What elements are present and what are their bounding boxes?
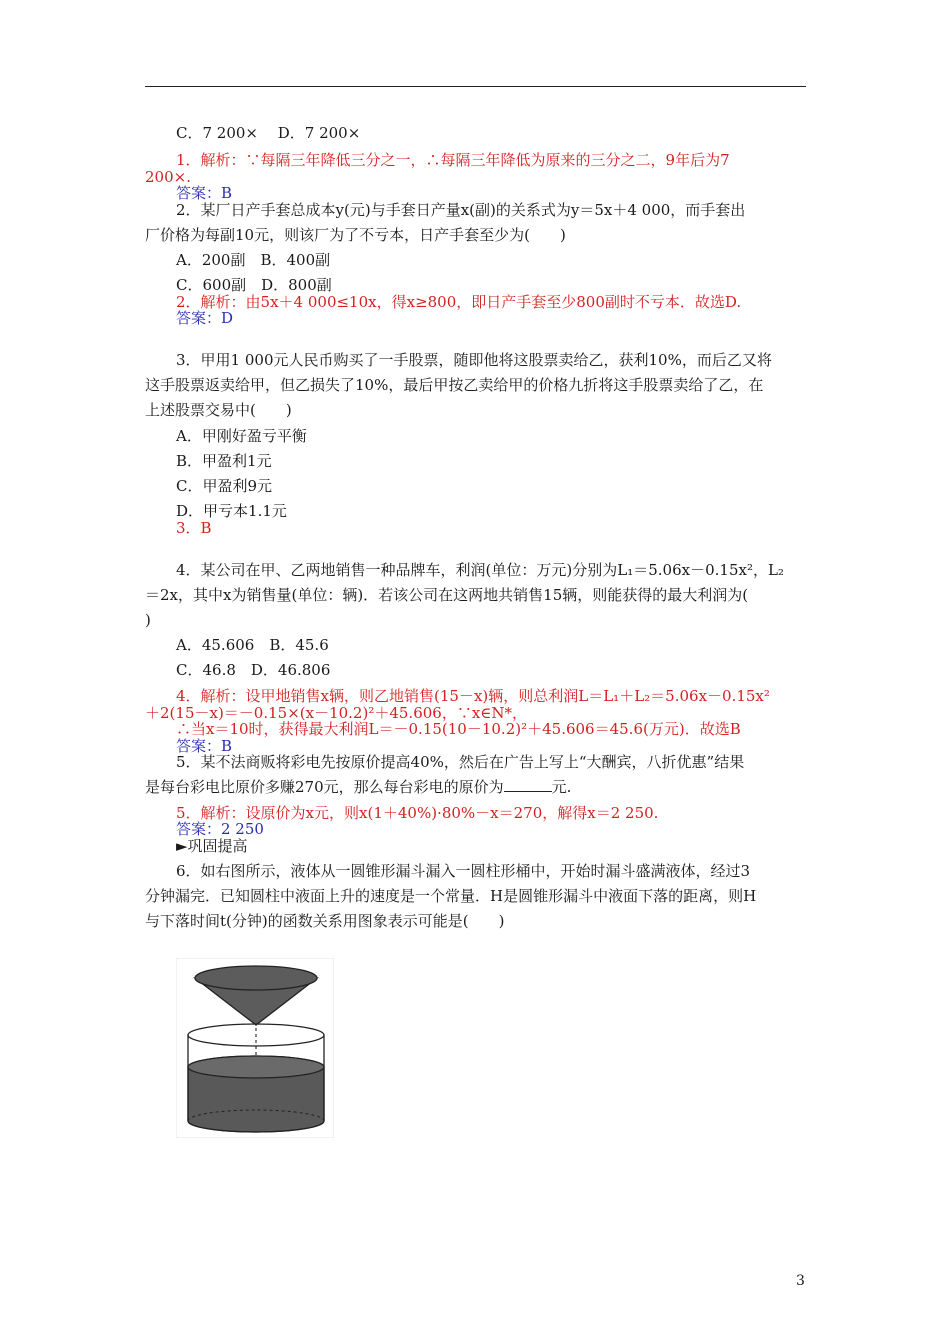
q6-stem-line2: 分钟漏完．已知圆柱中液面上升的速度是一个常量．H是圆锥形漏斗中液面下落的距离，则H: [145, 887, 757, 905]
funnel-cylinder-figure: [176, 958, 334, 1138]
q2-options-ab: A．200副 B．400副: [176, 251, 331, 269]
q6-stem-line3: 与下落时间t(分钟)的函数关系用图象表示可能是( ): [145, 912, 505, 930]
liquid-surface: [188, 1056, 324, 1078]
q2-stem-line1: 2．某厂日产手套总成本y(元)与手套日产量x(副)的关系式为y＝5x＋4 000，而手套出: [176, 201, 746, 219]
section-heading: ►巩固提高: [176, 837, 248, 855]
q4-analysis-line1: 4．解析：设甲地销售x辆，则乙地销售(15－x)辆，则总利润L＝L₁＋L₂＝5.06x－0.15x²: [176, 687, 770, 705]
q2-options-cd: C．600副 D．800副: [176, 276, 332, 294]
q1-options: C．7 200× D．7 200×: [176, 124, 361, 142]
q3-option-d: D．甲亏本1.1元: [176, 502, 287, 520]
q5-stem-line1: 5．某不法商贩将彩电先按原价提高40%，然后在广告上写上“大酬宾，八折优惠”结果: [176, 753, 745, 771]
q1-analysis-line2: 200×.: [145, 168, 191, 186]
q4-stem-line3: ): [145, 611, 151, 629]
q4-options-ab: A．45.606 B．45.6: [176, 636, 329, 654]
page-number: 3: [796, 1273, 805, 1289]
q4-stem-line2: ＝2x，其中x为销售量(单位：辆)．若该公司在这两地共销售15辆，则能获得的最大利润为(: [145, 586, 749, 604]
q3-stem-line2: 这手股票返卖给甲，但乙损失了10%，最后甲按乙卖给甲的价格九折将这手股票卖给了乙，在: [145, 376, 764, 394]
q1-answer: 答案：B: [176, 184, 233, 202]
q5-stem-unit: 元.: [551, 778, 572, 796]
header-rule: [145, 86, 806, 87]
q4-options-cd: C．46.8 D．46.806: [176, 661, 331, 679]
q3-stem-line3: 上述股票交易中( ): [145, 401, 292, 419]
q3-stem-line1: 3．甲用1 000元人民币购买了一手股票，随即他将这股票卖给乙，获利10%，而后乙又将: [176, 351, 772, 369]
funnel-top: [195, 966, 317, 990]
q3-option-c: C．甲盈利9元: [176, 477, 273, 495]
q2-stem-line2: 厂价格为每副10元，则该厂为了不亏本，日产手套至少为( ): [145, 226, 566, 244]
q3-option-a: A．甲刚好盈亏平衡: [176, 427, 307, 445]
q6-stem-line1: 6．如右图所示，液体从一圆锥形漏斗漏入一圆柱形桶中，开始时漏斗盛满液体，经过3: [176, 862, 751, 880]
q4-answer: 答案：B: [176, 737, 233, 755]
q1-analysis-line1: 1．解析：∵每隔三年降低三分之一，∴每隔三年降低为原来的三分之二，9年后为7: [176, 151, 730, 169]
q4-stem-line1: 4．某公司在甲、乙两地销售一种品牌车，利润(单位：万元)分别为L₁＝5.06x－0.15x²，L₂: [176, 561, 784, 579]
q5-answer: 答案：2 250: [176, 820, 264, 838]
q4-analysis-line3: ∴当x＝10时，获得最大利润L＝－0.15(10－10.2)²＋45.606＝45.6(万元)．故选B: [176, 720, 741, 738]
q5-stem-line2-text: 是每台彩电比原价多赚270元，那么每台彩电的原价为: [145, 778, 504, 796]
q2-analysis: 2．解析：由5x＋4 000≤10x，得x≥800，即日产手套至少800副时不亏本．故选D.: [176, 293, 742, 311]
q3-answer: 3．B: [176, 519, 212, 537]
q5-analysis: 5．解析：设原价为x元，则x(1＋40%)·80%－x＝270，解得x＝2 250.: [176, 804, 659, 822]
q2-answer: 答案：D: [176, 309, 234, 327]
q5-stem-line2: [145, 777, 571, 797]
q3-option-b: B．甲盈利1元: [176, 452, 272, 470]
answer-blank: [504, 779, 552, 792]
q4-analysis-line2: ＋2(15－x)＝－0.15×(x－10.2)²＋45.606，∵x∈N*，: [145, 704, 528, 722]
